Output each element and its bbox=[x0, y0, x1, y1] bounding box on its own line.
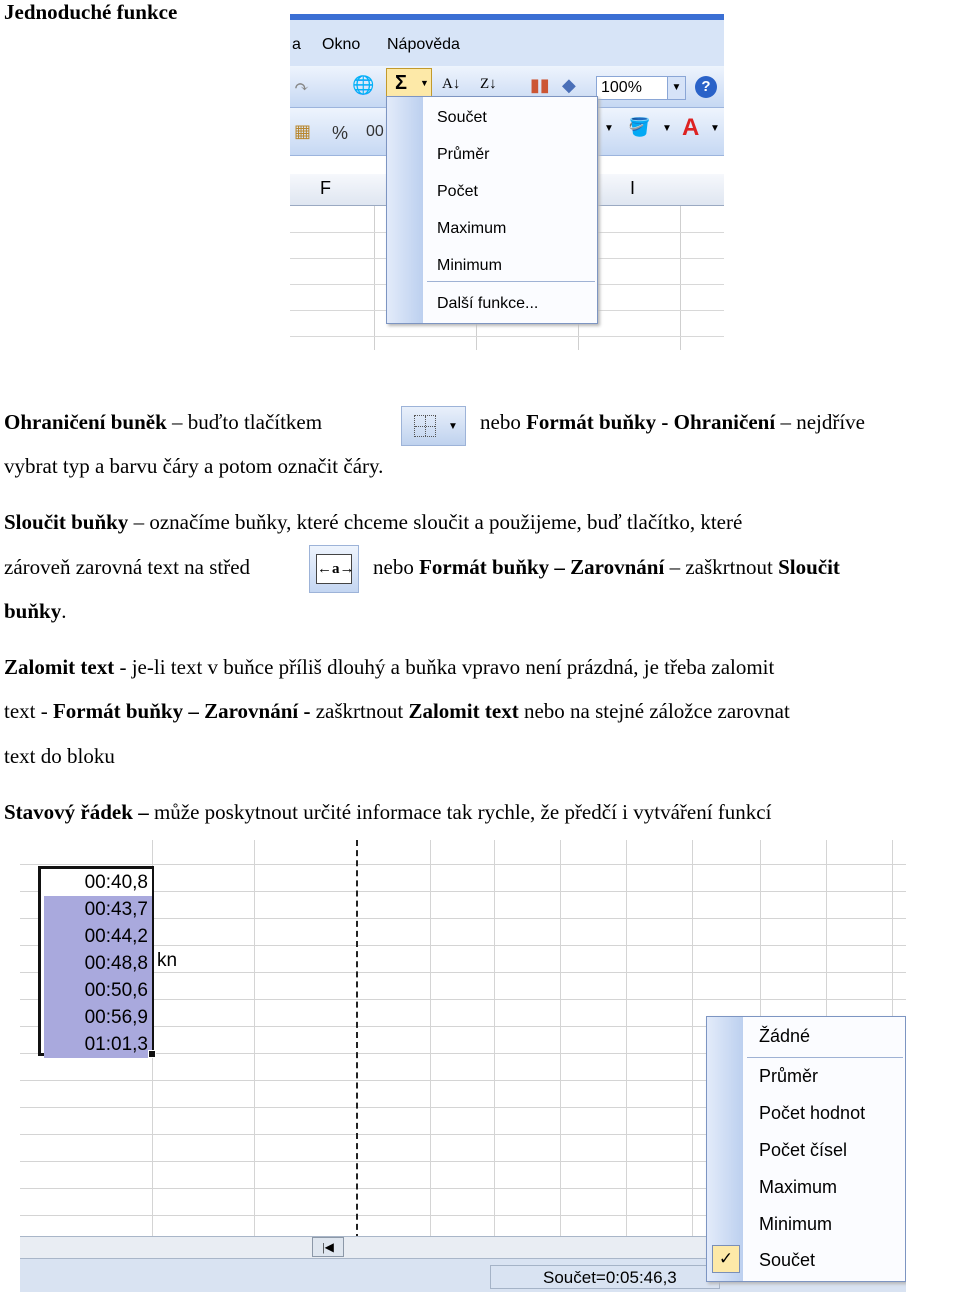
menu-item-pocet[interactable]: Počet bbox=[437, 183, 478, 200]
sigma-icon: Σ bbox=[395, 72, 408, 94]
table-cell[interactable]: 01:01,3 bbox=[44, 1031, 152, 1058]
paragraph-statusbar bbox=[4, 802, 771, 823]
menu-separator bbox=[747, 1057, 903, 1058]
paragraph-merge-line1 bbox=[4, 512, 742, 533]
page-break-line bbox=[356, 840, 358, 1240]
paragraph-wrap-line1 bbox=[4, 657, 774, 678]
term-format-alignment: Formát buňky – Zarovnání bbox=[419, 555, 665, 579]
text: – nejdříve bbox=[775, 410, 865, 434]
term-wrap: Zalomit text bbox=[4, 655, 115, 679]
status-bar-context-menu bbox=[706, 1016, 906, 1282]
paragraph-borders-line1 bbox=[4, 412, 322, 433]
grid-line bbox=[560, 840, 561, 1240]
excel-autosum-screenshot bbox=[290, 14, 724, 350]
horizontal-scrollbar[interactable] bbox=[20, 1236, 708, 1258]
selected-range[interactable] bbox=[38, 866, 154, 1056]
table-cell[interactable]: 00:50,6 bbox=[44, 977, 152, 1004]
text: – označíme buňky, které chceme sloučit a použijeme, buď tlačítko, které bbox=[128, 510, 743, 534]
cell-text-kn[interactable]: kn bbox=[157, 950, 178, 971]
menu-icon-strip bbox=[387, 97, 423, 323]
paragraph-merge-line3 bbox=[4, 601, 66, 622]
chevron-down-icon: ▼ bbox=[448, 421, 458, 432]
term-cells: buňky bbox=[4, 599, 62, 623]
scroll-left-icon[interactable]: |◀ bbox=[312, 1237, 344, 1257]
autosum-dropdown-menu bbox=[386, 96, 598, 324]
menu-item-minimum[interactable]: Minimum bbox=[437, 257, 502, 274]
text: . bbox=[61, 599, 67, 623]
text: nebo bbox=[373, 555, 420, 579]
fill-handle[interactable] bbox=[148, 1050, 156, 1058]
comma-style-icon[interactable]: 00 bbox=[366, 123, 384, 140]
column-header-f[interactable]: F bbox=[320, 178, 331, 198]
excel-statusbar-screenshot bbox=[20, 840, 906, 1292]
menu-item-prumer[interactable]: Průměr bbox=[759, 1066, 819, 1086]
table-cell[interactable]: 00:44,2 bbox=[44, 923, 152, 950]
text: text - bbox=[4, 699, 53, 723]
chart-wizard-icon[interactable]: ▮▮ bbox=[530, 75, 550, 95]
menu-item-maximum[interactable]: Maximum bbox=[759, 1177, 838, 1197]
grid-line bbox=[430, 840, 431, 1240]
help-icon[interactable]: ? bbox=[695, 76, 717, 98]
grid-line bbox=[20, 864, 906, 865]
text: nebo bbox=[480, 410, 527, 434]
term-wrap-option: Zalomit text bbox=[408, 699, 519, 723]
chevron-down-icon: ▼ bbox=[420, 78, 429, 88]
percent-style-icon[interactable]: % bbox=[332, 123, 349, 143]
term-statusbar: Stavový řádek bbox=[4, 800, 133, 824]
fill-color-icon[interactable]: 🪣 bbox=[628, 117, 651, 137]
paragraph-wrap-line2 bbox=[4, 701, 790, 722]
grid-line bbox=[290, 336, 724, 337]
menu-item-dalsi-funkce[interactable]: Další funkce... bbox=[437, 295, 539, 312]
menu-item-minimum[interactable]: Minimum bbox=[759, 1214, 833, 1234]
menu-item-prumer[interactable]: Průměr bbox=[437, 146, 490, 163]
menu-item-soucet[interactable]: Součet bbox=[437, 109, 487, 126]
sort-ascending-icon[interactable]: A↓ bbox=[442, 76, 461, 92]
menu-item-partial[interactable]: a bbox=[292, 36, 301, 53]
term-format-borders: Formát buňky - Ohraničení bbox=[526, 410, 776, 434]
menu-item-pocet-hodnot[interactable]: Počet hodnot bbox=[759, 1103, 866, 1123]
term-merge: Sloučit buňky bbox=[4, 510, 129, 534]
menu-separator bbox=[427, 281, 595, 282]
menu-item-napoveda[interactable]: Nápověda bbox=[387, 36, 460, 53]
page-heading: Jednoduché funkce bbox=[4, 0, 178, 24]
chevron-down-icon[interactable]: ▼ bbox=[604, 123, 614, 134]
text: – zaškrtnout bbox=[664, 555, 779, 579]
menu-item-zadne[interactable]: Žádné bbox=[759, 1026, 811, 1046]
grid-line bbox=[254, 840, 255, 1240]
table-cell[interactable]: 00:48,8 bbox=[44, 950, 152, 977]
chevron-down-icon[interactable]: ▼ bbox=[662, 123, 672, 134]
sort-descending-icon[interactable]: Z↓ bbox=[480, 76, 497, 92]
redo-icon[interactable]: ↷ bbox=[294, 77, 310, 97]
menu-item-pocet-cisel[interactable]: Počet čísel bbox=[759, 1140, 848, 1160]
paragraph-borders-line1-tail bbox=[480, 412, 865, 433]
menu-icon-strip bbox=[707, 1017, 743, 1281]
term-borders: Ohraničení buněk bbox=[4, 410, 167, 434]
hyperlink-globe-icon[interactable]: 🌐 bbox=[352, 75, 375, 95]
paragraph-borders-line2: vybrat typ a barvu čáry a potom označit čáry. bbox=[4, 454, 384, 478]
borders-grid-icon bbox=[414, 415, 436, 437]
zoom-select[interactable] bbox=[596, 76, 686, 100]
paragraph-wrap-line3: text do bloku bbox=[4, 744, 115, 768]
text: nebo na stejné záložce zarovnat bbox=[518, 699, 790, 723]
checkmark-icon: ✓ bbox=[712, 1245, 740, 1273]
grid-line bbox=[626, 840, 627, 1240]
status-sum-panel[interactable]: Součet=0:05:46,3 bbox=[490, 1265, 720, 1289]
text: – bbox=[132, 800, 149, 824]
table-cell[interactable]: 00:43,7 bbox=[44, 896, 152, 923]
font-color-icon[interactable]: A bbox=[682, 114, 700, 141]
paragraph-merge-line2-tail bbox=[373, 557, 840, 578]
text: zaškrtnout bbox=[310, 699, 409, 723]
menu-item-okno[interactable]: Okno bbox=[322, 36, 361, 53]
table-cell[interactable]: 00:40,8 bbox=[44, 869, 152, 896]
menu-bar bbox=[290, 14, 724, 66]
menu-item-maximum[interactable]: Maximum bbox=[437, 220, 507, 237]
table-cell[interactable]: 00:56,9 bbox=[44, 1004, 152, 1031]
grid-line bbox=[680, 206, 681, 350]
drawing-icon[interactable]: ◆ bbox=[562, 75, 576, 95]
text: – buďto tlačítkem bbox=[166, 410, 323, 434]
merge-and-center-button[interactable] bbox=[309, 545, 359, 593]
paragraph-merge-line2: zároveň zarovná text na střed bbox=[4, 555, 251, 579]
currency-icon[interactable]: ▦ bbox=[294, 121, 312, 141]
term-format-alignment: Formát buňky – Zarovnání - bbox=[52, 699, 311, 723]
zoom-value: 100% bbox=[601, 79, 642, 96]
chevron-down-icon[interactable]: ▼ bbox=[667, 77, 685, 99]
text: - je-li text v buňce příliš dlouhý a buňka vpravo není prázdná, je třeba zalomit bbox=[114, 655, 775, 679]
grid-line bbox=[374, 206, 375, 350]
column-header-i[interactable]: I bbox=[630, 178, 636, 198]
menu-item-soucet[interactable]: Součet bbox=[759, 1250, 816, 1270]
grid-line bbox=[692, 840, 693, 1240]
term-merge-option: Sloučit bbox=[778, 555, 840, 579]
borders-button[interactable] bbox=[401, 406, 466, 446]
chevron-down-icon[interactable]: ▼ bbox=[710, 123, 720, 134]
merge-center-icon: ←a→ bbox=[316, 554, 352, 584]
grid-line bbox=[494, 840, 495, 1240]
text: může poskytnout určité informace tak rychle, že předčí i vytváření funkcí bbox=[148, 800, 772, 824]
